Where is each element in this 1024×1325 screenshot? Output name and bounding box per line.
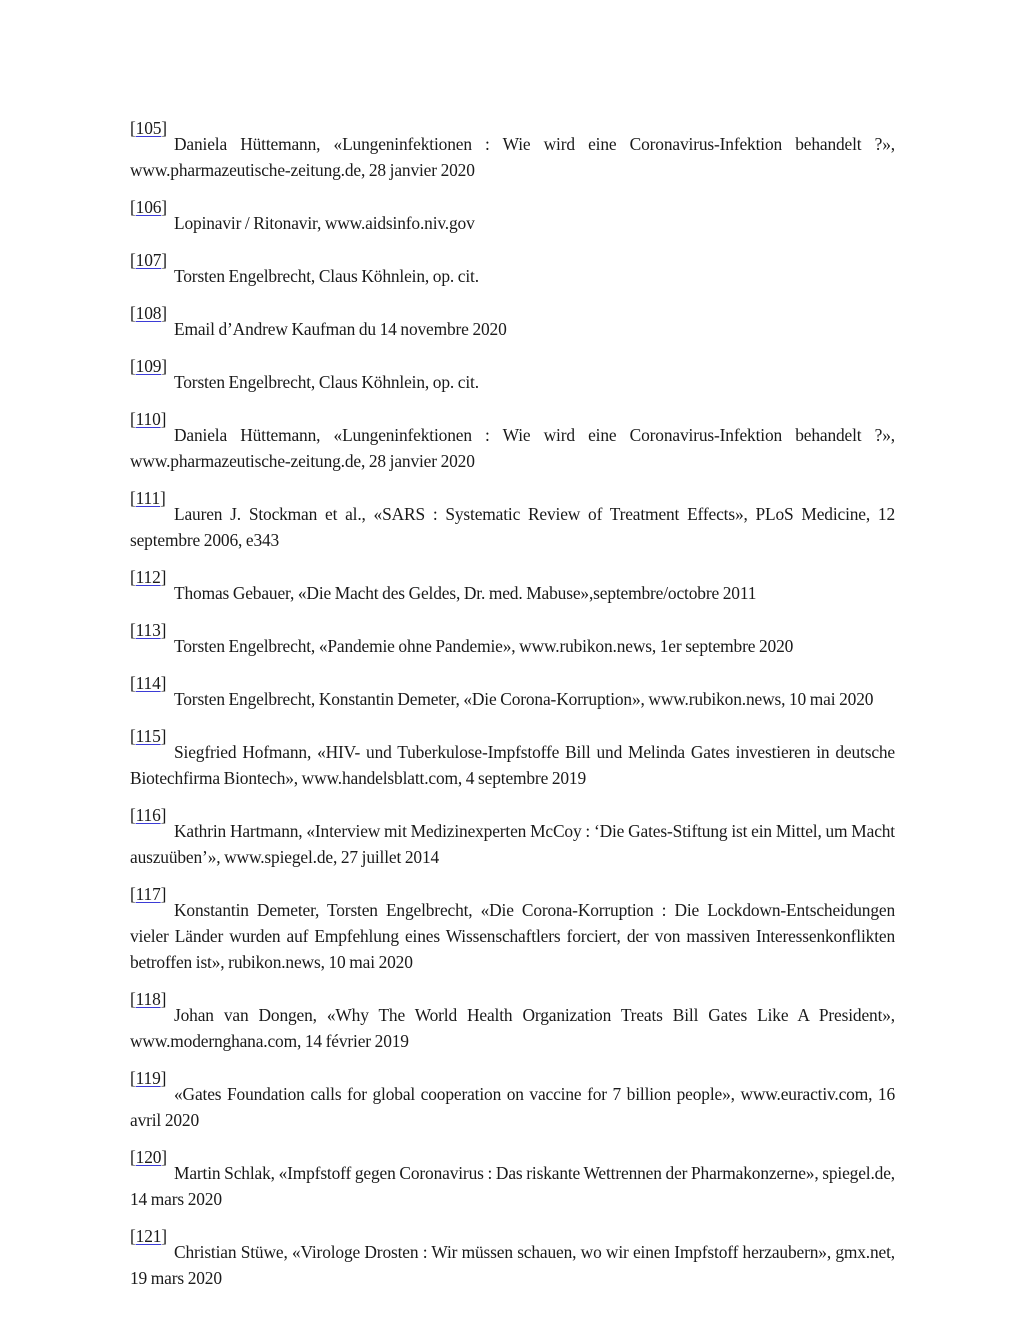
endnote-backlink[interactable]: 116 — [135, 805, 161, 825]
endnote-106 — [130, 197, 895, 236]
endnote-text: Lauren J. Stockman et al., «SARS : Systematic Review of Treatment Effects», PLoS Medicine, 12 septembre 2006, e343 — [130, 504, 895, 550]
endnote-text: Christian Stüwe, «Virologe Drosten : Wir müssen schauen, wo wir einen Impfstoff herzaubern», gmx.net, 19 mars 2020 — [130, 1242, 895, 1288]
endnote-backlink[interactable]: 119 — [135, 1068, 161, 1088]
endnote-backlink[interactable]: 117 — [135, 884, 161, 904]
endnote-text: Torsten Engelbrecht, Konstantin Demeter, «Die Corona-Korruption», www.rubikon.news, 10 mai 2020 — [174, 689, 874, 709]
endnote-109 — [130, 356, 895, 395]
endnote-112 — [130, 567, 895, 606]
endnote-backlink[interactable]: 108 — [135, 303, 162, 323]
endnote-text: Torsten Engelbrecht, Claus Köhnlein, op. cit. — [174, 266, 479, 286]
endnote-number: [113] — [130, 620, 167, 640]
endnote-text: Siegfried Hofmann, «HIV- und Tuberkulose-Impfstoffe Bill und Melinda Gates investieren in deutsche Biotechfirma Biontech», www.handelsblatt.com, 4 septembre 2019 — [130, 742, 895, 788]
endnote-backlink[interactable]: 121 — [135, 1226, 162, 1246]
endnote-119 — [130, 1068, 895, 1133]
endnote-backlink[interactable]: 109 — [135, 356, 162, 376]
endnote-backlink[interactable]: 118 — [135, 989, 161, 1009]
endnote-backlink[interactable]: 107 — [135, 250, 162, 270]
endnote-number: [115] — [130, 726, 167, 746]
endnote-backlink[interactable]: 106 — [135, 197, 162, 217]
endnote-backlink[interactable]: 120 — [135, 1147, 162, 1167]
endnote-text: Martin Schlak, «Impfstoff gegen Coronavirus : Das riskante Wettrennen der Pharmakonzerne», spiegel.de, 14 mars 2020 — [130, 1163, 895, 1209]
endnote-text: Torsten Engelbrecht, Claus Köhnlein, op. cit. — [174, 372, 479, 392]
endnote-116 — [130, 805, 895, 870]
endnote-text: Daniela Hüttemann, «Lungeninfektionen : Wie wird eine Coronavirus-Infektion behandelt ?», www.pharmazeutische-zeitung.de, 28 janvier 2020 — [130, 425, 895, 471]
endnote-backlink[interactable]: 115 — [135, 726, 161, 746]
endnote-text: Email d’Andrew Kaufman du 14 novembre 2020 — [174, 319, 507, 339]
endnote-120 — [130, 1147, 895, 1212]
endnote-text: Thomas Gebauer, «Die Macht des Geldes, Dr. med. Mabuse»,septembre/octobre 2011 — [174, 583, 757, 603]
endnote-118 — [130, 989, 895, 1054]
endnote-number: [118] — [130, 989, 167, 1009]
endnotes-list — [130, 118, 895, 1309]
endnote-text: Johan van Dongen, «Why The World Health Organization Treats Bill Gates Like A President», www.modernghana.com, 14 février 2019 — [130, 1005, 895, 1051]
endnote-114 — [130, 673, 895, 712]
endnote-number: [116] — [130, 805, 167, 825]
endnote-110 — [130, 409, 895, 474]
endnote-number: [107] — [130, 250, 167, 270]
endnote-115 — [130, 726, 895, 791]
endnote-backlink[interactable]: 112 — [135, 567, 161, 587]
endnote-108 — [130, 303, 895, 342]
endnote-number: [110] — [130, 409, 167, 429]
endnote-text: Torsten Engelbrecht, «Pandemie ohne Pandemie», www.rubikon.news, 1er septembre 2020 — [174, 636, 794, 656]
endnote-number: [120] — [130, 1147, 167, 1167]
endnote-number: [111] — [130, 488, 166, 508]
endnote-113 — [130, 620, 895, 659]
endnote-number: [105] — [130, 118, 167, 138]
endnote-text: Konstantin Demeter, Torsten Engelbrecht, «Die Corona-Korruption : Die Lockdown-Entscheidungen vieler Länder wurden auf Empfehlung eines Wissenschaftlers forciert, der von massiven Interessenkonflikten betroffen ist», rubikon.news, 10 mai 2020 — [130, 900, 895, 972]
endnote-number: [108] — [130, 303, 167, 323]
endnote-number: [109] — [130, 356, 167, 376]
endnote-105 — [130, 118, 895, 183]
endnote-backlink[interactable]: 114 — [135, 673, 161, 693]
endnote-backlink[interactable]: 113 — [135, 620, 161, 640]
endnote-backlink[interactable]: 111 — [135, 488, 161, 508]
endnote-117 — [130, 884, 895, 975]
endnote-number: [112] — [130, 567, 167, 587]
endnote-text: Daniela Hüttemann, «Lungeninfektionen : Wie wird eine Coronavirus-Infektion behandelt ?», www.pharmazeutische-zeitung.de, 28 janvier 2020 — [130, 134, 895, 180]
endnote-number: [119] — [130, 1068, 167, 1088]
endnote-number: [106] — [130, 197, 167, 217]
endnote-121 — [130, 1226, 895, 1291]
endnote-backlink[interactable]: 105 — [135, 118, 162, 138]
endnote-backlink[interactable]: 110 — [135, 409, 161, 429]
endnote-text: Lopinavir / Ritonavir, www.aidsinfo.niv.gov — [174, 213, 475, 233]
endnote-text: Kathrin Hartmann, «Interview mit Medizinexperten McCoy : ‘Die Gates-Stiftung ist ein Mittel, um Macht auszuüben’», www.spiegel.de, 27 juillet 2014 — [130, 821, 895, 867]
endnote-111 — [130, 488, 895, 553]
endnote-107 — [130, 250, 895, 289]
endnote-number: [121] — [130, 1226, 167, 1246]
endnote-number: [114] — [130, 673, 167, 693]
endnote-number: [117] — [130, 884, 167, 904]
endnote-text: «Gates Foundation calls for global cooperation on vaccine for 7 billion people», www.euractiv.com, 16 avril 2020 — [130, 1084, 895, 1130]
